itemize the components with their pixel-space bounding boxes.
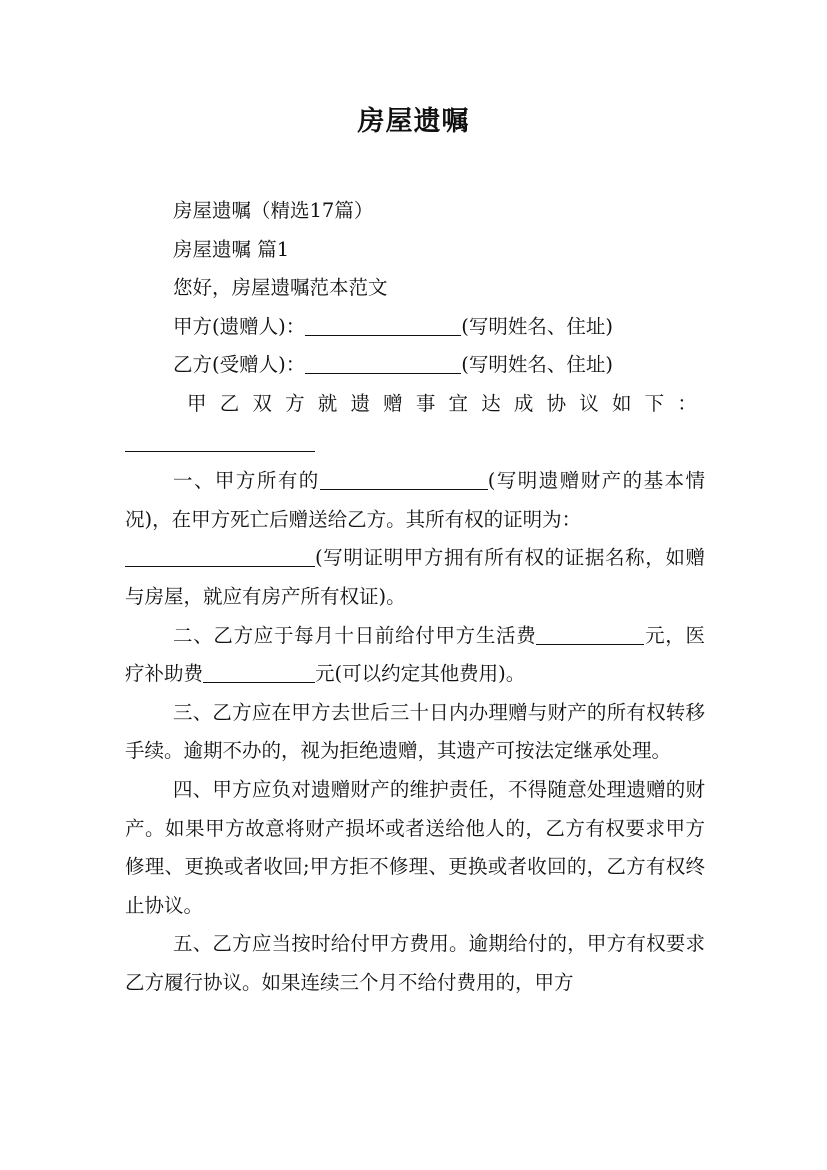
clause-1-proof-blank (125, 544, 315, 567)
collection-title: 房屋遗嘱（精选17篇） (173, 199, 374, 222)
document-body (125, 192, 705, 1002)
agreement-char: 赠 (383, 391, 403, 415)
chapter-title: 房屋遗嘱 篇1 (173, 237, 290, 261)
clause-3: 三、乙方应在甲方去世后三十日内办理赠与财产的所有权转移手续。逾期不办的，视为拒绝遗赠，其遗产可按法定继承处理。 (125, 700, 705, 763)
clause-1-middle: (写明遗赠财产的基本情况)，在甲方死亡后赠送给乙方。其所有权的证明为： (125, 469, 705, 531)
agreement-char: 事 (415, 391, 436, 415)
clause-1-lead: 一、甲方所有的 (173, 469, 320, 493)
agreement-char: 协 (546, 391, 567, 415)
clause-4: 四、甲方应负对遗赠财产的维护责任，不得随意处理遗赠的财产。如果甲方故意将财产损坏或者送给他人的，乙方有权要求甲方修理、更换或者收回;甲方拒不修理、更换或者收回的，乙方有权终止协议。 (125, 777, 705, 917)
agreement-char: 方 (285, 391, 305, 415)
party-b-note: (写明姓名、住址) (461, 353, 613, 377)
party-b-line (125, 346, 705, 385)
document-title: 房屋遗嘱 (357, 106, 470, 137)
clause-2-lead: 二、乙方应于每月十日前给付甲方生活费 (173, 623, 537, 647)
agreement-char: 遗 (350, 391, 370, 415)
party-a-line (125, 308, 705, 347)
agreement-blank (125, 429, 315, 452)
clause-5: 五、乙方应当按时给付甲方费用。逾期给付的，甲方有权要求乙方履行协议。如果连续三个月不给付费用的，甲方 (125, 932, 705, 994)
agreement-blank-line (125, 424, 705, 463)
party-b-label: 乙方(受赠人)： (173, 353, 306, 377)
agreement-char: 甲 (187, 391, 207, 415)
agreement-char: 就 (317, 391, 338, 415)
greeting-line: 您好，房屋遗嘱范本范文 (173, 276, 388, 300)
clause-2-end: 元(可以约定其他费用)。 (315, 662, 526, 686)
agreement-char: 达 (481, 391, 501, 415)
party-a-label: 甲方(遗赠人)： (173, 314, 306, 338)
clause-2-middle: 元，医疗补助费 (125, 623, 705, 686)
agreement-char: 下 (644, 391, 665, 415)
agreement-char: 成 (513, 391, 534, 415)
agreement-char: ： (677, 391, 697, 415)
clause-1-property-blank (320, 467, 488, 490)
clause-1 (125, 462, 705, 616)
agreement-char: 乙 (219, 391, 240, 415)
party-a-blank (305, 313, 461, 336)
clause-1-end: (写明证明甲方拥有所有权的证据名称，如赠与房屋，就应有房产所有权证)。 (125, 546, 705, 608)
party-b-blank (305, 351, 461, 374)
agreement-line (125, 385, 705, 424)
clause-2-living-fee-blank (536, 622, 644, 645)
clause-2 (125, 617, 705, 694)
agreement-char: 如 (611, 391, 632, 415)
agreement-char: 宜 (448, 391, 469, 415)
clause-2-medical-fee-blank (203, 660, 315, 683)
agreement-char: 议 (579, 391, 599, 415)
agreement-char: 双 (252, 391, 272, 415)
party-a-note: (写明姓名、住址) (461, 314, 613, 338)
